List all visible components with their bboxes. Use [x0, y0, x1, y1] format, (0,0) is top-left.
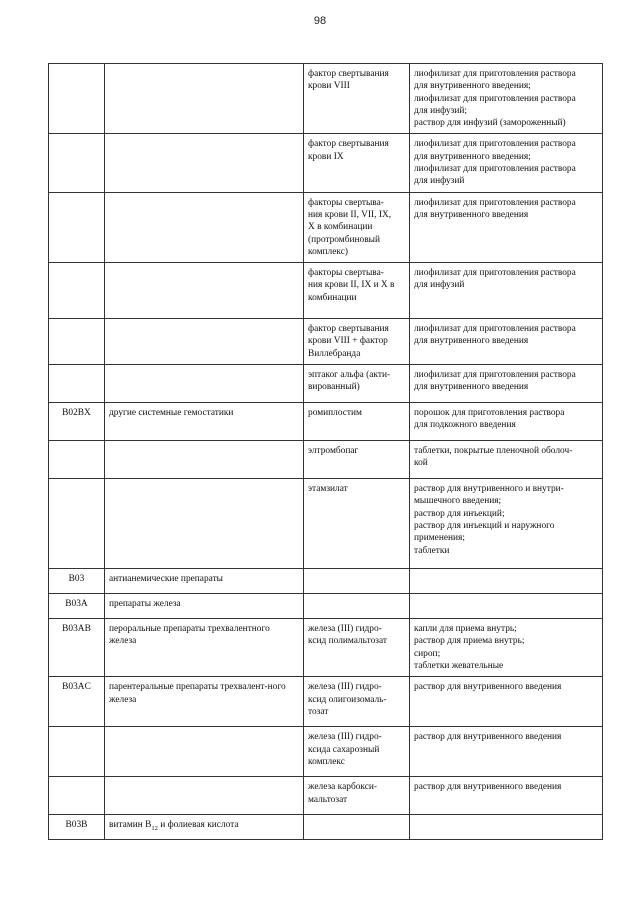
medication-table [48, 63, 603, 840]
dosage-form-line: лиофилизат для приготовления раствора [414, 197, 576, 208]
dosage-form-line: таблетки [414, 545, 450, 556]
group-name-cell [105, 815, 304, 840]
table-row [49, 677, 603, 727]
drug-name-line: ромиплостим [308, 408, 362, 419]
group-name-cell: другие системные гемостатики [105, 403, 304, 441]
dosage-forms-cell [410, 727, 603, 777]
dosage-forms-cell [410, 479, 603, 569]
atc-code-cell [49, 777, 105, 815]
dosage-form-line: для внутривенного введения; [414, 81, 531, 92]
drug-name-cell [304, 479, 410, 569]
dosage-form-line: капли для приема внутрь; [414, 624, 517, 635]
dosage-form-line: таблетки, покрытые пленочной оболоч- [414, 446, 573, 457]
dosage-form-line: лиофилизат для приготовления раствора [414, 268, 576, 279]
dosage-form-line: раствор для внутривенного введения [414, 782, 562, 793]
table-row [49, 441, 603, 479]
drug-name-line: факторы свертыва- [308, 268, 384, 279]
dosage-form-line: раствор для приема внутрь; [414, 636, 525, 647]
group-name-cell [105, 479, 304, 569]
drug-name-cell [304, 677, 410, 727]
dosage-forms-cell [410, 594, 603, 619]
drug-name-line: ксид полимальтозат [308, 636, 387, 647]
group-name-cell [105, 263, 304, 319]
dosage-forms-cell [410, 677, 603, 727]
drug-name-cell [304, 594, 410, 619]
drug-name-line: фактор свертывания [308, 69, 389, 79]
drug-name-line: вированный) [308, 382, 360, 393]
drug-name-cell [304, 569, 410, 594]
drug-name-line: ния крови II, IX и X в [308, 280, 395, 291]
drug-name-line: Виллебранда [308, 348, 361, 359]
dosage-form-line: для внутривенного введения [414, 382, 529, 393]
drug-name-cell [304, 777, 410, 815]
group-name-cell: антианемические препараты [105, 569, 304, 594]
dosage-forms-cell [410, 365, 603, 403]
drug-name-line: железа (III) гидро- [308, 682, 382, 693]
drug-name-line: тозат [308, 706, 329, 717]
drug-name-line: ния крови II, VII, IX, [308, 209, 392, 220]
dosage-forms-cell [410, 569, 603, 594]
group-name-cell: препараты железа [105, 594, 304, 619]
atc-code-cell: B03 [49, 569, 105, 594]
drug-name-line: комплекс [308, 756, 345, 767]
drug-name-cell [304, 403, 410, 441]
dosage-form-line: порошок для приготовления раствора [414, 408, 565, 419]
drug-name-cell [304, 134, 410, 192]
dosage-form-line: лиофилизат для приготовления раствора [414, 324, 576, 335]
dosage-form-line: раствор для внутривенного введения [414, 732, 562, 743]
group-name-text: витамин B [109, 820, 152, 831]
atc-code-cell: B02BX [49, 403, 105, 441]
drug-name-cell [304, 727, 410, 777]
table-row [49, 134, 603, 192]
drug-name-line: ксид олигоизомаль- [308, 694, 387, 705]
group-name-cell: парентеральные препараты трехвалент-ного железа [105, 677, 304, 727]
table-row [49, 192, 603, 262]
drug-name-cell [304, 619, 410, 677]
dosage-form-line: мышечного введения; [414, 496, 502, 507]
table-row [49, 479, 603, 569]
dosage-forms-cell [410, 64, 603, 134]
drug-name-line: железа (III) гидро- [308, 624, 382, 635]
dosage-form-line: раствор для внутривенного введения [414, 682, 562, 693]
drug-name-line: комбинации [308, 292, 357, 303]
dosage-forms-cell [410, 263, 603, 319]
atc-code-cell: B03B [49, 815, 105, 840]
drug-name-line: крови VIII + фактор [308, 336, 388, 347]
atc-code-cell: B03A [49, 594, 105, 619]
dosage-form-line: раствор для инфузий (замороженный) [414, 118, 566, 129]
group-name-cell [105, 134, 304, 192]
dosage-forms-cell [410, 619, 603, 677]
atc-code-cell [49, 365, 105, 403]
drug-name-cell [304, 64, 410, 134]
dosage-form-line: таблетки жевательные [414, 660, 504, 671]
atc-code-cell [49, 441, 105, 479]
group-name-cell [105, 319, 304, 365]
dosage-form-line: для внутривенного введения [414, 209, 529, 220]
table-row [49, 319, 603, 365]
page-number: 98 [313, 15, 327, 27]
drug-name-line: фактор свертывания [308, 139, 389, 150]
group-name-cell [105, 365, 304, 403]
dosage-form-line: для подкожного введения [414, 420, 516, 431]
group-name-cell [105, 777, 304, 815]
drug-name-line: железа карбокси- [308, 782, 378, 793]
drug-name-cell [304, 319, 410, 365]
atc-code-cell [49, 134, 105, 192]
drug-name-line: ксида сахарозный [308, 744, 380, 755]
dosage-form-line: лиофилизат для приготовления раствора [414, 69, 576, 79]
dosage-form-line: для инфузий; [414, 105, 468, 116]
drug-name-cell [304, 192, 410, 262]
drug-name-line: этамзилат [308, 484, 348, 495]
table-row [49, 815, 603, 840]
group-name-text: и фолиевая кислота [157, 820, 239, 831]
dosage-form-line: для внутривенного введения [414, 336, 529, 347]
table-row [49, 403, 603, 441]
atc-code-cell [49, 263, 105, 319]
drug-name-line: элтромбопаг [308, 446, 359, 457]
atc-code-cell [49, 727, 105, 777]
dosage-forms-cell [410, 815, 603, 840]
dosage-form-line: лиофилизат для приготовления раствора [414, 139, 576, 150]
table-row [49, 594, 603, 619]
drug-name-line: железа (III) гидро- [308, 732, 382, 743]
drug-name-cell [304, 441, 410, 479]
drug-name-line: эптаког альфа (акти- [308, 370, 391, 381]
dosage-forms-cell [410, 319, 603, 365]
table-row [49, 777, 603, 815]
group-name-cell [105, 727, 304, 777]
group-name-cell [105, 192, 304, 262]
group-name-cell [105, 64, 304, 134]
table-row [49, 64, 603, 134]
drug-name-line: факторы свертыва- [308, 197, 384, 208]
dosage-form-line: сироп; [414, 648, 441, 659]
drug-name-line: (протромбиновый [308, 234, 380, 245]
drug-name-line: крови IX [308, 151, 344, 162]
atc-code-cell [49, 479, 105, 569]
dosage-form-line: раствор для инъекций; [414, 508, 505, 519]
drug-name-cell [304, 815, 410, 840]
table-row [49, 263, 603, 319]
dosage-form-line: лиофилизат для приготовления раствора [414, 93, 576, 104]
group-name-subscript: 12 [151, 825, 158, 833]
dosage-forms-cell [410, 441, 603, 479]
drug-name-line: мальтозат [308, 794, 348, 805]
dosage-form-line: лиофилизат для приготовления раствора [414, 164, 576, 175]
dosage-form-line: применения; [414, 533, 465, 544]
atc-code-cell [49, 319, 105, 365]
drug-name-line: крови VIII [308, 81, 350, 92]
atc-code-cell [49, 192, 105, 262]
table-row [49, 727, 603, 777]
atc-code-cell [49, 64, 105, 134]
drug-name-cell [304, 365, 410, 403]
drug-name-line: комплекс) [308, 246, 348, 257]
dosage-forms-cell [410, 777, 603, 815]
dosage-forms-cell [410, 192, 603, 262]
dosage-form-line: для инфузий [414, 280, 465, 291]
drug-name-line: X в комбинации [308, 222, 373, 233]
drug-name-line: фактор свертывания [308, 324, 389, 335]
dosage-forms-cell [410, 134, 603, 192]
drug-name-cell [304, 263, 410, 319]
group-name-cell [105, 441, 304, 479]
dosage-form-line: кой [414, 458, 428, 469]
dosage-form-line: для инфузий [414, 176, 465, 187]
table-row [49, 619, 603, 677]
atc-code-cell: B03AC [49, 677, 105, 727]
dosage-form-line: раствор для инъекций и наружного [414, 520, 555, 531]
dosage-form-line: лиофилизат для приготовления раствора [414, 370, 576, 381]
dosage-form-line: для внутривенного введения; [414, 151, 531, 162]
atc-code-cell: B03AB [49, 619, 105, 677]
table-row [49, 365, 603, 403]
dosage-form-line: раствор для внутривенного и внутри- [414, 484, 564, 495]
dosage-forms-cell [410, 403, 603, 441]
table-row [49, 569, 603, 594]
group-name-cell: пероральные препараты трехвалентного железа [105, 619, 304, 677]
